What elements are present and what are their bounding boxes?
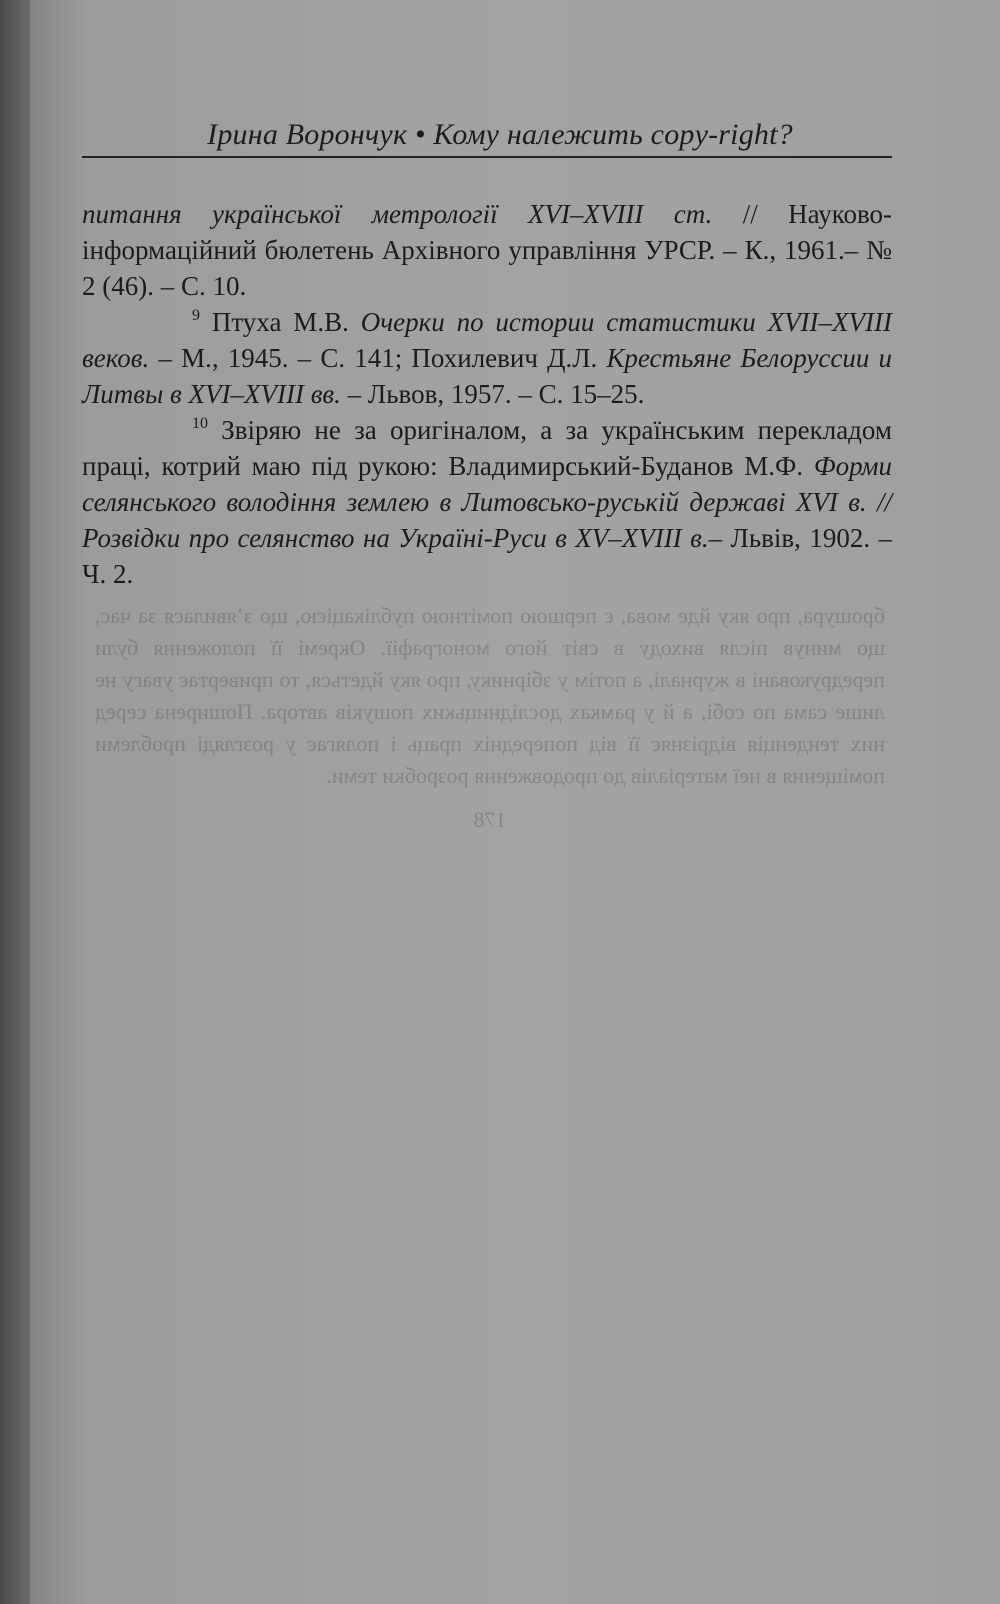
footnote-9-mid: – М., 1945. – С. 141; Похилевич Д.Л. [149, 343, 607, 373]
footnotes [82, 196, 892, 592]
footnote-10-text: Звіряю не за оригіналом, а за українським перекладом праці, котрий маю під рукою: Владимирський-Буданов М.Ф. [82, 415, 892, 481]
bleed-through-paragraph: брошура, про яку йде мова, є першою помітною публікацією, що з’явилася за час, що минув після виходу в світ його монографії. Окремі її положення були передруковані в журналі, а потім у збірнику, про яку йдеться, то привертає увагу не лише сама по собі, а й у рамках дослідницьких пошуків автора. Поширена серед них тенденція відрізняє її від попередніх праць і полягає у розгляді проблеми поміщення в неї матеріалів до продовження розробки теми. [95, 603, 885, 788]
footnote-9-author: Птуха М.В. [200, 307, 361, 337]
footnote-continuation-title: питання української метрології XVI–XVIII ст. [82, 199, 713, 229]
bleed-through-page-number: 178 [473, 807, 507, 832]
bleed-through-text [95, 600, 885, 836]
running-head: Ірина Ворончук • Кому належить copy-right? [207, 118, 793, 151]
footnote-continuation-text: // Науково-інформаційний бюлетень Архівного управління УРСР. – К., 1961.– № 2 (46). – С. 10. [82, 199, 892, 301]
footnote-9-title: Очерки по истории статистики XVII–XVIII веков. [82, 307, 893, 373]
footnote-9-end: – Львов, 1957. – С. 15–25. [340, 379, 645, 409]
footnote-10 [82, 412, 892, 592]
footnote-10-number: 10 [192, 415, 208, 432]
footnote-9-title2: Крестьяне Белоруссии и Литвы в XVI–XVIII вв. [82, 343, 892, 409]
footnote-10-title: Форми селянського володіння землею в Литовсько-руській державі XVI в. // Розвідки про селянство на Україні-Руси в XV–XVIII в. [82, 451, 892, 553]
header-rule [82, 156, 892, 158]
footnote-10-end: – Львів, 1902. – Ч. 2. [82, 523, 892, 589]
footnote-9 [82, 304, 892, 412]
footnote-continuation [82, 196, 892, 304]
footnote-9-number: 9 [192, 307, 200, 324]
